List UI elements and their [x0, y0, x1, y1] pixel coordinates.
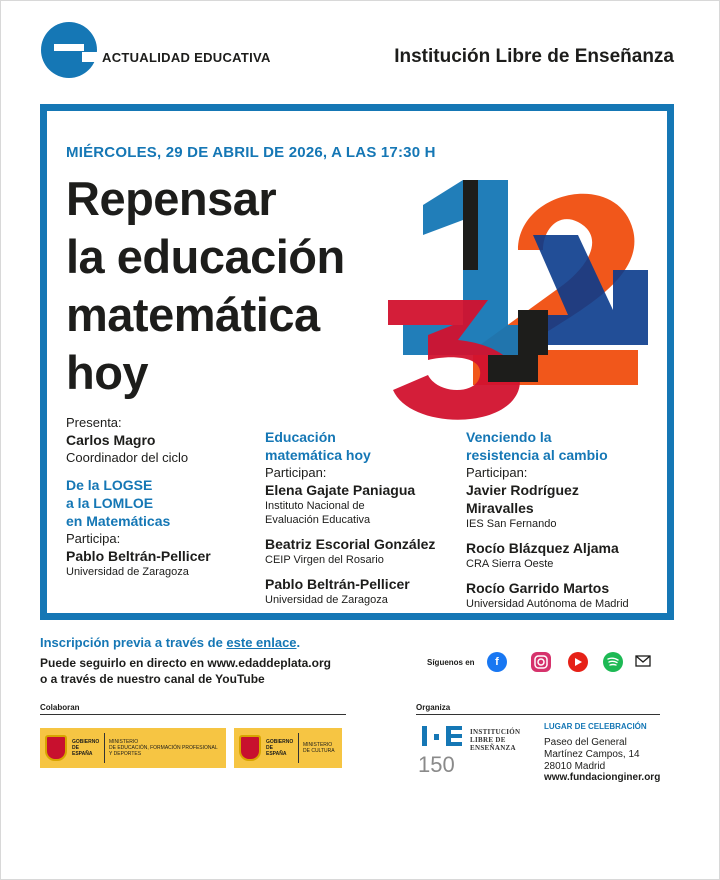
- ile-logo-icon: [418, 722, 470, 778]
- speaker-name: Miravalles: [466, 500, 534, 516]
- black-overlap-shape: [488, 355, 538, 382]
- brand-name: ACTUALIDAD EDUCATIVA: [102, 50, 271, 65]
- ministry-line: DE CULTURA: [303, 748, 335, 754]
- speaker-affiliation: CRA Sierra Oeste: [466, 558, 554, 570]
- colaboran-label: Colaboran: [40, 703, 80, 712]
- youtube-icon[interactable]: [568, 652, 588, 672]
- column-venciendo-resistencia: [466, 428, 656, 611]
- ministry-line: DE EDUCACIÓN, FORMACIÓN PROFESIONAL: [109, 745, 218, 751]
- youtube-channel-line: o a través de nuestro canal de YouTube: [40, 672, 265, 686]
- ministry-culture-logo: [234, 728, 342, 768]
- registration-prefix: Inscripción previa a través de: [40, 635, 227, 650]
- registration-suffix: .: [296, 635, 301, 650]
- speaker-affiliation: Universidad de Zaragoza: [66, 566, 189, 578]
- spain-shield-icon: [45, 735, 67, 761]
- speaker-affiliation: Evaluación Educativa: [265, 514, 371, 526]
- column-presentation: [66, 414, 256, 579]
- section-title: a la LOMLOE: [66, 495, 154, 511]
- title-line: Repensar: [66, 172, 277, 225]
- ministry-line: MINISTERIO: [303, 742, 333, 748]
- ile-number: 150: [418, 752, 455, 777]
- speaker-affiliation: Universidad Autónoma de Madrid: [466, 598, 629, 610]
- event-title: [66, 170, 396, 402]
- ministry-text: [303, 742, 335, 754]
- ile-name-line: INSTITUCIÓN: [470, 728, 521, 736]
- facebook-icon[interactable]: f: [487, 652, 507, 672]
- section-title: De la LOGSE: [66, 477, 153, 493]
- speaker-name: Rocío Garrido Martos: [466, 580, 610, 596]
- gobierno-line: DE ESPAÑA: [72, 745, 93, 757]
- gobierno-line: DE ESPAÑA: [266, 745, 287, 757]
- divider: [416, 714, 660, 715]
- venue-label: LUGAR DE CELEBRACIÓN: [544, 722, 647, 731]
- ministry-education-logo: [40, 728, 226, 768]
- participan-label: Participan:: [265, 465, 327, 480]
- section-title: Venciendo la: [466, 429, 552, 445]
- participa-label: Participa:: [66, 531, 121, 546]
- ministry-line: MINISTERIO: [109, 739, 139, 745]
- organiza-label: Organiza: [416, 703, 451, 712]
- gobierno-line: GOBIERNO: [72, 739, 100, 745]
- black-overlap-shape: [518, 310, 548, 355]
- mail-icon[interactable]: [635, 654, 651, 668]
- gobierno-line: GOBIERNO: [266, 739, 294, 745]
- e-logo-icon: [38, 16, 100, 82]
- speaker-name: Pablo Beltrán-Pellicer: [66, 548, 211, 564]
- speaker-name: Rocío Blázquez Aljama: [466, 540, 619, 556]
- presenter-role: Coordinador del ciclo: [66, 450, 189, 465]
- speaker-name: Elena Gajate Paniagua: [265, 482, 416, 498]
- speaker-name: Pablo Beltrán-Pellicer: [265, 576, 410, 592]
- speaker-affiliation: IES San Fernando: [466, 518, 557, 530]
- event-date: MIÉRCOLES, 29 DE ABRIL DE 2026, A LAS 17:30 H: [66, 144, 436, 161]
- registration-link[interactable]: este enlace: [226, 635, 297, 650]
- social-label: Síguenos en: [427, 658, 475, 667]
- ile-name: [470, 728, 520, 752]
- presenta-label: Presenta:: [66, 415, 122, 430]
- section-title: Educación: [265, 429, 336, 445]
- address-line: Paseo del General: [544, 737, 627, 748]
- registration-line: [40, 635, 300, 650]
- gobierno-text: [266, 739, 294, 757]
- ile-name-line: ENSEÑANZA: [470, 744, 516, 752]
- presenter-name: Carlos Magro: [66, 432, 156, 448]
- address-line: Martínez Campos, 14: [544, 749, 640, 760]
- title-line: hoy: [66, 346, 149, 399]
- spain-shield-icon: [239, 735, 261, 761]
- speaker-affiliation: Instituto Nacional de: [265, 500, 365, 512]
- ministry-line: Y DEPORTES: [109, 751, 142, 757]
- numbers-artwork: [368, 150, 658, 420]
- speaker-affiliation: CEIP Virgen del Rosario: [265, 554, 384, 566]
- website-link[interactable]: www.fundacionginer.org: [544, 772, 661, 783]
- institution-title: Institución Libre de Enseñanza: [394, 46, 674, 67]
- title-line: la educación: [66, 230, 345, 283]
- speaker-name: Javier Rodríguez: [466, 482, 579, 498]
- title-line: matemática: [66, 288, 320, 341]
- speaker-name: Beatriz Escorial González: [265, 536, 436, 552]
- divider: [40, 714, 346, 715]
- ministry-text: [109, 739, 218, 757]
- ile-name-line: LIBRE DE: [470, 736, 506, 744]
- spotify-icon[interactable]: [603, 652, 623, 672]
- column-educacion-matematica: [265, 428, 460, 607]
- instagram-icon[interactable]: [531, 652, 551, 672]
- gobierno-text: [72, 739, 100, 757]
- address-line: 28010 Madrid: [544, 761, 606, 772]
- speaker-affiliation: Universidad de Zaragoza: [265, 594, 388, 606]
- live-stream-line: Puede seguirlo en directo en www.edaddeplata.org: [40, 656, 331, 670]
- section-title: en Matemáticas: [66, 513, 171, 529]
- section-title: resistencia al cambio: [466, 447, 608, 463]
- venue-address: [544, 737, 640, 773]
- black-overlap-shape: [463, 180, 478, 270]
- participan-label: Participan:: [466, 465, 528, 480]
- section-title: matemática hoy: [265, 447, 371, 463]
